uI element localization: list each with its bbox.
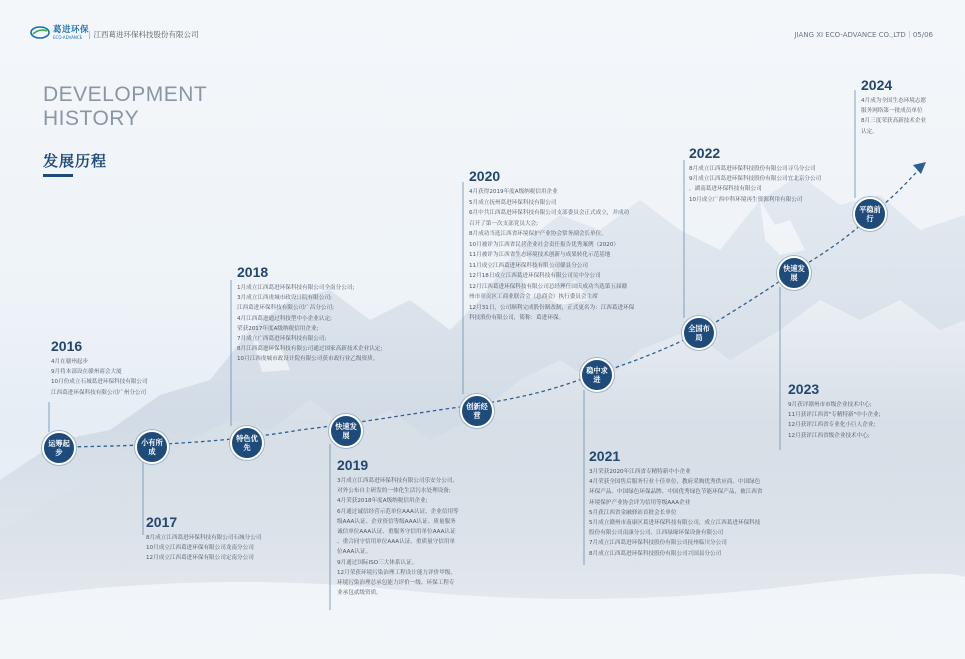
event-line: 8月成立江西葛进环保科技股份有限公司寻乌分公司 [689,166,816,172]
event-line: 12月31日，公司顺利完成股份制改制，正式更名为：江西葛进环保 [469,304,635,311]
event-line: 对外公布自主研发的一体化生活污水处理设备; [337,488,451,495]
year-label: 2016 [51,338,83,354]
milestone-node [777,256,811,290]
event-line: 环保产品、中国绿色环保品牌、中国优秀绿色节能环保产品，被江西省 [589,489,763,496]
event-line: 6月中共江西葛进环保科技有限公司支部委员会正式成立，并成功 [469,210,630,216]
event-line: 7月成立江西葛进环保科技股份有限公司抚州临川分公司 [589,540,727,547]
event-line: 3月成立江西虔城市政设计院有限公司; [237,295,332,302]
event-line: 11月获评江西省"专精特新"中小企业; [788,412,881,419]
milestone-label: 快速发展 [783,264,805,282]
year-block-2019 [337,457,459,598]
event-line: 7月成立广西葛进环保科技有限公司; [237,336,327,343]
event-line: 4月成为全国生态环境志愿 [861,98,927,104]
milestone-label: 快速发展 [335,422,357,440]
event-line: 11月成立江西葛进环保科技有限公司赣县分公司 [469,262,588,269]
event-line: 位AAA认证。 [337,549,372,556]
event-line: 4月在赣州起步 [51,359,89,365]
company-name: | 江西葛进环保科技股份有限公司 [88,30,199,39]
event-line: 9月成立江西葛进环保科技股份有限公司宜北京分公司 [689,176,822,183]
year-events [861,96,926,137]
year-label: 2018 [237,264,269,280]
event-line: 4月江西葛进通过科技型中小企业认定; [237,315,332,322]
year-block-2023 [788,381,880,441]
event-line: 8月三度荣获高新技术企业 [861,118,927,125]
year-events [146,533,261,564]
title-chinese: 发展历程 [43,152,108,170]
year-label: 2023 [788,381,820,397]
company-name-text: 江西葛进环保科技股份有限公司 [93,30,199,39]
year-events [689,164,821,205]
event-line: 环境保护产业协会评为信用等级AAA企业 [589,499,691,506]
event-line: 4月荣获全国售后服务行业十佳单位、教府采购优秀供应商、中国绿色 [589,479,761,486]
event-line: 9月获评赣州市市级企业技术中心; [788,402,872,408]
milestone-node [682,316,716,350]
event-line: 4月获得2019年度A级纳税信用企业 [469,189,558,195]
event-line: 5月成立赣州市南康区葛进环保科技有限公司，成立江西葛进环保科技 [589,520,761,527]
event-line: 8月成功当选江西省环境保护产业协会常务副会长单位。 [469,231,607,237]
event-line: 10月成立江西葛进环保有限公司龙南分公司 [146,545,254,552]
event-line: 8月成立江西葛进环保科技股份有限公司兴国县分公司 [589,550,722,557]
year-block-2024 [861,77,926,137]
year-block-2022 [689,145,821,205]
event-line: ，湖南葛进环保科技有限公司 [689,186,762,193]
year-events [469,187,634,324]
event-line: 5月获江西省金融驿站首批会长单位 [589,509,677,516]
event-line: 江西葛进环保科技有限公司广州分公司 [51,389,147,396]
milestone-node [135,430,169,464]
event-line: 江西葛进环保科技有限公司广昌分公司; [237,305,334,312]
event-line: 州市章贡区工商业联合会（总商会）执行委员会主席 [469,294,598,300]
year-events [337,476,459,598]
event-line: 3月荣获2020年江西省专精特新中小企业 [589,469,691,475]
milestone-node [329,414,363,448]
event-line: 12月江西葛进环保科技有限公司总经理任国庆成功当选第五届赣 [469,283,628,290]
year-block-2017 [146,514,261,564]
milestone-node [42,431,76,465]
event-line: 6月通过诚信经营示范单位AAA认证、企业信用等 [337,508,459,515]
year-block-2016 [51,338,148,398]
event-line: 业承包贰级资质。 [337,590,382,597]
event-line: 12月18日成立江西葛进环保科技有限公司吴中分公司 [469,273,601,279]
event-line: 10月份成立石城葛进环保科技有限公司 [51,379,148,386]
year-events [589,467,762,559]
event-line: 科技股份有限公司，简称：葛进环保。 [469,315,565,321]
event-line: 5月成立抚州葛进环保科技有限公司 [469,199,557,206]
event-line: 认定。 [861,128,878,135]
milestone-label: 平稳前行 [859,205,881,223]
title-english-line1: DEVELOPMENT [43,83,208,106]
milestone-label: 小有所成 [141,438,163,456]
event-line: 荣获2017年度A级纳税信用企业; [237,325,319,332]
title-english-line2: HISTORY [43,107,140,130]
year-label: 2020 [469,168,501,184]
event-line: 服务网络第一批成员单位 [861,108,923,115]
year-block-2021 [589,448,762,559]
year-label: 2022 [689,145,721,161]
event-line: 1月成立江西葛进环保科技有限公司全南分公司; [237,285,355,291]
event-line: 10月江西虔城市政设计院有限公司获市政行业乙级资质。 [237,356,379,363]
event-line: 召开了第一次支部党员大会; [469,220,539,227]
event-line: 级AAA认证、企业资信等级AAA认证、质量服务 [337,518,456,525]
milestone-label: 稳中求进 [586,366,608,384]
milestone-label: 运筹起步 [48,439,70,457]
milestone-node [853,197,887,231]
logo-text-cn: 葛进环保 [53,25,90,35]
event-line: 环境污染治理总承包能力评价一级、环保工程专 [337,580,455,587]
milestone-label: 特色优先 [236,434,258,452]
event-line: 9月将本部设在赣州商会大厦 [51,369,122,376]
event-line: 4月荣获2018年度A级纳税信用企业; [337,498,428,505]
event-line: 9月通过国际ISO三大体系认证。 [337,559,418,566]
year-label: 2019 [337,457,369,473]
event-line: 10月被评为江西省民营企业社会责任报告优秀案例（2020） [469,241,620,248]
milestone-node [580,358,614,392]
event-line: 3月成立江西葛进环保科技有限公司乐安分公司, [337,478,455,484]
event-line: 8月成立江西葛进环保科技有限公司石城分公司 [146,535,262,541]
event-line: 10月成立广西中科环境再生资源利用有限公司 [689,196,803,203]
event-line: 11月被评为江西省生态环境技术创新与成果转化示范基地 [469,252,611,258]
header-page-info: JIANG XI ECO-ADVANCE CO.,LTD｜05/06 [794,31,933,39]
year-events [788,400,880,441]
milestone-label: 创新经营 [466,402,488,420]
year-block-2020 [469,168,634,324]
year-block-2018 [237,264,382,365]
event-line: 股份有限公司南康分公司、江西绿缘环保设备有限公司 [589,530,724,537]
event-line: 8月江西葛进环保科技有限公司通过国家高新技术企业认定; [237,346,383,353]
year-label: 2024 [861,77,893,93]
year-events [51,357,148,398]
event-line: 诚信单位AAA认证、重服务守信用单位AAA认证 [337,529,456,536]
event-line: 12月获评江西省级企业技术中心; [788,432,870,439]
event-line: 12月成立江西葛进环保有限公司定南分公司 [146,555,254,562]
year-label: 2021 [589,448,621,464]
arrow-head-icon [913,162,926,174]
event-line: 、重合同守信用单位AAA认证、重质量守信用单 [337,539,456,546]
milestone-node [460,394,494,428]
logo-text-en: ECO-ADVANCE [53,34,83,40]
year-events [237,283,382,365]
event-line: 12月荣获环境污染治理工程设计能力评价甲级、 [337,569,456,576]
year-label: 2017 [146,514,178,530]
milestone-label: 全国布局 [688,324,710,342]
event-line: 12月获评江西省专业化小巨人企业; [788,422,876,429]
milestone-node [230,426,264,460]
